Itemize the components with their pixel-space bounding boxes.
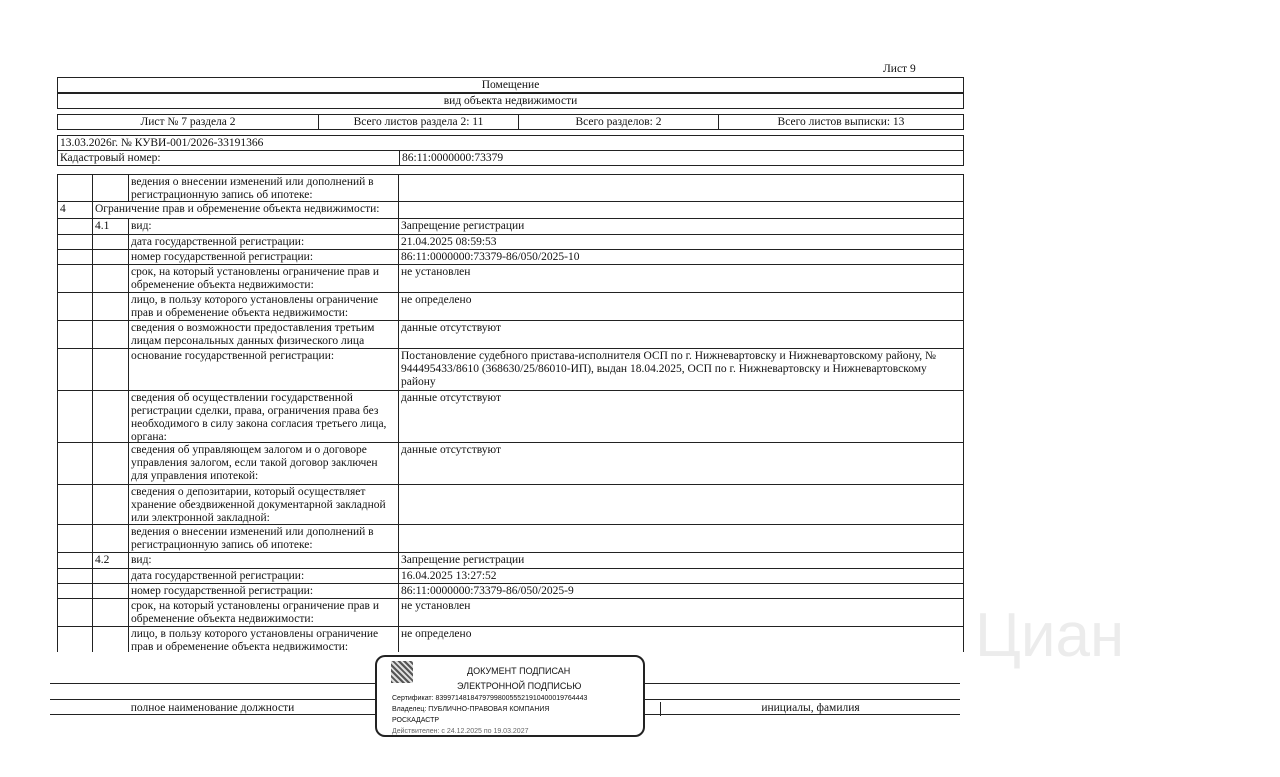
row-number: [57, 235, 92, 249]
field-label: срок, на который установлены ограничение прав и обременение объекта недвижимости:: [128, 265, 399, 292]
field-label: дата государственной регистрации:: [128, 569, 399, 583]
sub-number: [92, 265, 128, 292]
field-label: срок, на который установлены ограничение прав и обременение объекта недвижимости:: [128, 599, 399, 626]
field-label: сведения об осуществлении государственной регистрации сделки, права, ограничения права без необходимого в силу закона согласия третьего лица, органа:: [128, 391, 399, 442]
table-row: [57, 348, 964, 390]
sub-number: [92, 627, 128, 652]
sub-number: Ограничение прав и обременение объекта недвижимости:: [92, 202, 398, 218]
field-label: вид:: [128, 219, 399, 234]
field-label: сведения о возможности предоставления третьим лицам персональных данных физического лица: [128, 321, 399, 348]
field-label: сведения об управляющем залогом и о договоре управления залогом, если такой договор заключен для управления ипотекой:: [128, 443, 399, 484]
cadastral-row: [57, 150, 964, 166]
field-label: сведения о депозитарии, который осуществляет хранение обездвиженной документарной закладной или электронной закладной:: [128, 485, 399, 524]
sub-number: [92, 485, 128, 524]
field-value: [398, 525, 964, 552]
row-number: [57, 265, 92, 292]
table-row: [57, 320, 964, 348]
watermark: Циан: [975, 601, 1125, 670]
page-label: Лист 9: [883, 63, 916, 75]
sub-number: [92, 235, 128, 249]
row-number: [57, 485, 92, 524]
field-value: не определено: [398, 627, 964, 652]
field-value: данные отсутствуют: [398, 443, 964, 484]
table-row: [57, 390, 964, 442]
field-value: 21.04.2025 08:59:53: [398, 235, 964, 249]
row-number: [57, 349, 92, 390]
sub-number: [92, 599, 128, 626]
object-caption: вид объекта недвижимости: [57, 93, 964, 109]
stamp-validity: Действителен: с 24.12.2025 по 19.03.2027: [392, 728, 529, 735]
sub-number: [92, 391, 128, 442]
sub-number: [92, 349, 128, 390]
field-label: лицо, в пользу которого установлены ограничение прав и обременение объекта недвижимости:: [128, 627, 399, 652]
field-label: номер государственной регистрации:: [128, 250, 399, 264]
object-name: Помещение: [57, 77, 964, 93]
row-number: [57, 553, 92, 568]
sub-number: [92, 584, 128, 598]
field-label: основание государственной регистрации:: [128, 349, 399, 390]
sub-number: [92, 525, 128, 552]
field-value: не установлен: [398, 265, 964, 292]
table-row: [57, 174, 964, 201]
sub-number: [92, 250, 128, 264]
field-value: Постановление судебного пристава-исполнителя ОСП по г. Нижневартовску и Нижневартовскому району, № 944495433/8610 (368630/25/86010-ИП), выдан 18.04.2025, ОСП по г. Нижневартовску и Нижневартовскому району: [398, 349, 964, 390]
row-number: [57, 599, 92, 626]
cadastral-label: Кадастровый номер:: [60, 152, 161, 164]
sub-number: [92, 443, 128, 484]
sub-number: [92, 175, 128, 201]
cadastral-value: 86:11:0000000:73379: [399, 151, 505, 165]
field-value: 16.04.2025 13:27:52: [398, 569, 964, 583]
stamp-cert: Сертификат: 839971481847979980055521910400019764443: [392, 695, 588, 702]
field-label: номер государственной регистрации:: [128, 584, 399, 598]
field-value: 86:11:0000000:73379-86/050/2025-10: [398, 250, 964, 264]
row-number: [57, 584, 92, 598]
e-signature-stamp: [375, 655, 645, 737]
sub-number: [92, 569, 128, 583]
field-value: данные отсутствуют: [398, 321, 964, 348]
stamp-title-1: ДОКУМЕНТ ПОДПИСАН: [467, 666, 571, 676]
field-label: ведения о внесении изменений или дополнений в регистрационную запись об ипотеке:: [128, 175, 399, 201]
name-caption: инициалы, фамилия: [660, 702, 960, 716]
field-value: Запрещение регистрации: [398, 219, 964, 234]
row-number: [57, 627, 92, 652]
emblem-icon: [391, 661, 413, 683]
table-row: [57, 598, 964, 626]
sheet-info: [57, 114, 964, 130]
table-row: [57, 218, 964, 234]
table-row: [57, 292, 964, 320]
stamp-owner-2: РОСКАДАСТР: [392, 717, 440, 724]
table-row: [57, 442, 964, 484]
field-label: лицо, в пользу которого установлены ограничение прав и обременение объекта недвижимости:: [128, 293, 399, 320]
sheets-total: Всего листов выписки: 13: [718, 115, 963, 129]
field-value: [398, 202, 964, 218]
row-number: 4: [57, 202, 92, 218]
field-value: не установлен: [398, 599, 964, 626]
table-row: [57, 234, 964, 249]
row-number: [57, 569, 92, 583]
row-number: [57, 321, 92, 348]
row-number: [57, 293, 92, 320]
table-row: [57, 568, 964, 583]
field-value: [398, 485, 964, 524]
field-label: вид:: [128, 553, 399, 568]
sheet-number: Лист № 7 раздела 2: [140, 116, 236, 128]
table-row: [57, 583, 964, 598]
table-row: [57, 201, 964, 218]
sub-number: [92, 321, 128, 348]
field-value: 86:11:0000000:73379-86/050/2025-9: [398, 584, 964, 598]
position-caption: полное наименование должности: [130, 702, 295, 714]
sections-total: Всего разделов: 2: [518, 115, 718, 129]
stamp-owner: Владелец: ПУБЛИЧНО-ПРАВОВАЯ КОМПАНИЯ: [392, 706, 550, 713]
table-row: [57, 524, 964, 552]
field-value: [398, 175, 964, 201]
stamp-title-2: ЭЛЕКТРОННОЙ ПОДПИСЬЮ: [457, 681, 582, 691]
row-number: [57, 175, 92, 201]
table-row: [57, 264, 964, 292]
table-row: [57, 249, 964, 264]
row-number: [57, 250, 92, 264]
field-value: Запрещение регистрации: [398, 553, 964, 568]
field-value: данные отсутствуют: [398, 391, 964, 442]
table-row: [57, 626, 964, 652]
row-number: [57, 525, 92, 552]
row-number: [57, 443, 92, 484]
sub-number: 4.1: [92, 219, 128, 234]
row-number: [57, 391, 92, 442]
field-value: не определено: [398, 293, 964, 320]
field-label: ведения о внесении изменений или дополнений в регистрационную запись об ипотеке:: [128, 525, 399, 552]
sub-number: [92, 293, 128, 320]
doc-reference: 13.03.2026г. № КУВИ-001/2026-33191366: [57, 135, 964, 151]
sheets-in-section: Всего листов раздела 2: 11: [318, 115, 518, 129]
row-number: [57, 219, 92, 234]
sub-number: 4.2: [92, 553, 128, 568]
table-row: [57, 484, 964, 524]
table-row: [57, 552, 964, 568]
field-label: дата государственной регистрации:: [128, 235, 399, 249]
